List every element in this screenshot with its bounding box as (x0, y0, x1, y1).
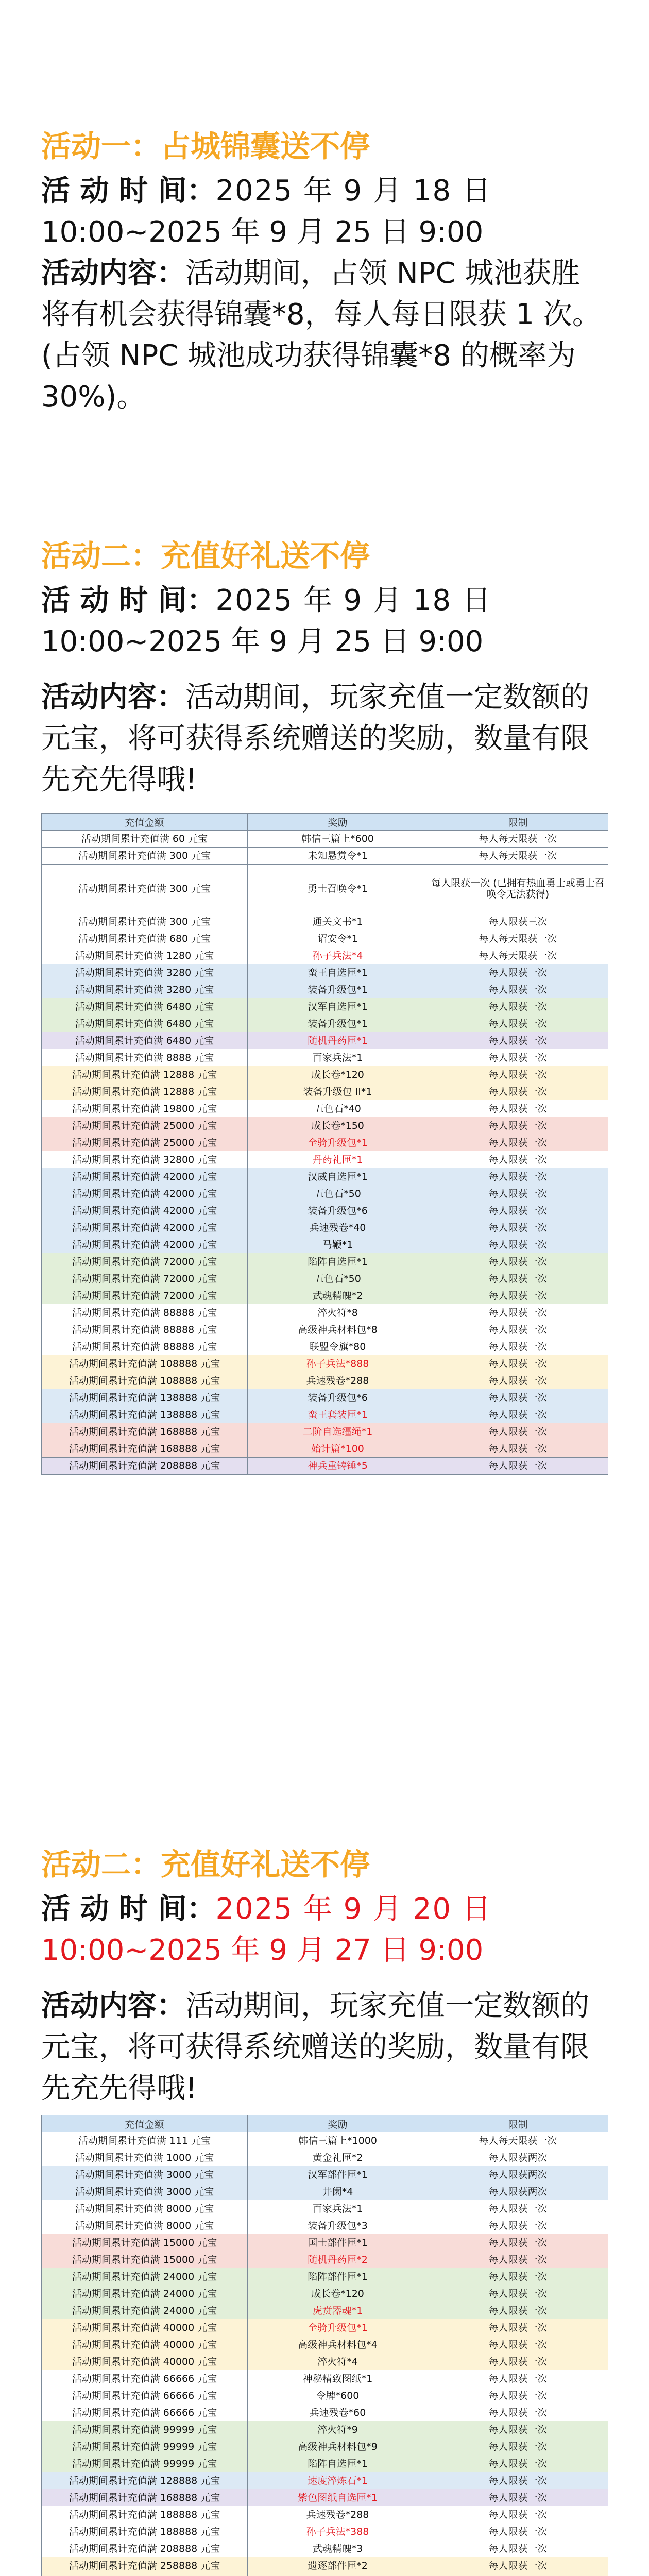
limit-cell: 每人限获一次 (428, 1406, 608, 1423)
limit-cell: 每人限获一次 (428, 2319, 608, 2336)
reward-cell: 陷阵自选匣*1 (248, 1253, 428, 1270)
amount-cell: 活动期间累计充值满 66666 元宝 (42, 2387, 248, 2404)
limit-cell: 每人限获一次 (428, 2506, 608, 2523)
limit-cell: 每人限获一次 (428, 1117, 608, 1134)
table-row (42, 2132, 608, 2149)
limit-cell: 每人限获一次 (428, 998, 608, 1015)
table-row (42, 930, 608, 947)
table-header-row (42, 814, 608, 831)
activity-2 (41, 536, 608, 801)
amount-cell: 活动期间累计充值满 138888 元宝 (42, 1389, 248, 1406)
activity-3-time (41, 1889, 608, 1971)
table-row (42, 2455, 608, 2472)
activity-2-content-label: 活动内容： (41, 681, 185, 714)
limit-cell: 每人限获一次 (428, 2370, 608, 2387)
limit-cell: 每人限获一次 (428, 1338, 608, 1355)
limit-cell: 每人限获一次 (428, 2472, 608, 2489)
table-row (42, 998, 608, 1015)
table-row (42, 2302, 608, 2319)
limit-cell: 每人限获一次 (428, 2557, 608, 2574)
table-row (42, 2472, 608, 2489)
amount-cell: 活动期间累计充值满 300 元宝 (42, 865, 248, 913)
limit-cell: 每人限获一次 (428, 1389, 608, 1406)
table-row (42, 2285, 608, 2302)
reward-cell: 令牌*600 (248, 2387, 428, 2404)
reward-cell: 装备升级包*1 (248, 1015, 428, 1032)
limit-cell: 每人限获一次 (428, 1049, 608, 1066)
table-row (42, 1100, 608, 1117)
activity-2-content (41, 677, 608, 801)
table-row (42, 2557, 608, 2574)
table-row (42, 1423, 608, 1440)
reward-cell: 高级神兵材料包*9 (248, 2438, 428, 2455)
limit-cell: 每人限获一次 (428, 1355, 608, 1372)
table-row (42, 2506, 608, 2523)
table-row (42, 865, 608, 913)
limit-cell: 每人限获一次 (428, 2438, 608, 2455)
table-row (42, 1321, 608, 1338)
amount-cell: 活动期间累计充值满 32800 元宝 (42, 1151, 248, 1168)
table-row (42, 1458, 608, 1475)
limit-cell: 每人限获一次 (428, 1015, 608, 1032)
amount-cell: 活动期间累计充值满 138888 元宝 (42, 1406, 248, 1423)
reward-cell: 随机丹药匣*1 (248, 1032, 428, 1049)
limit-cell: 每人限获一次 (428, 1423, 608, 1440)
amount-cell: 活动期间累计充值满 40000 元宝 (42, 2353, 248, 2370)
amount-cell: 活动期间累计充值满 3280 元宝 (42, 964, 248, 981)
amount-cell: 活动期间累计充值满 188888 元宝 (42, 2506, 248, 2523)
activity-2-content-text: 活动期间，玩家充值一定数额的元宝，将可获得系统赠送的奖励，数量有限先充先得哦! (41, 681, 589, 796)
amount-cell: 活动期间累计充值满 25000 元宝 (42, 1134, 248, 1151)
reward-cell: 诏安令*1 (248, 930, 428, 947)
table-row (42, 947, 608, 964)
amount-cell: 活动期间累计充值满 15000 元宝 (42, 2251, 248, 2268)
amount-cell (42, 2574, 248, 2576)
limit-cell: 每人每天限获一次 (428, 848, 608, 865)
header-limit: 限制 (428, 814, 608, 831)
limit-cell: 每人限获一次 (428, 2285, 608, 2302)
reward-cell: 全骑升级包*1 (248, 2319, 428, 2336)
amount-cell: 活动期间累计充值满 24000 元宝 (42, 2285, 248, 2302)
reward-cell: 孙子兵法*388 (248, 2523, 428, 2540)
header-reward: 奖励 (248, 814, 428, 831)
limit-cell: 每人限获一次 (428, 2200, 608, 2217)
reward-cell: 兵速残卷*40 (248, 1219, 428, 1236)
limit-cell: 每人限获一次 (428, 1151, 608, 1168)
activity-3 (41, 1844, 608, 2109)
reward-cell: 兵速残卷*288 (248, 1372, 428, 1389)
header-amount: 充值金额 (42, 814, 248, 831)
table-row (42, 831, 608, 848)
amount-cell: 活动期间累计充值满 99999 元宝 (42, 2455, 248, 2472)
reward-table-1 (41, 813, 608, 1475)
table-row (42, 1389, 608, 1406)
table-row (42, 2319, 608, 2336)
limit-cell: 每人限获两次 (428, 2149, 608, 2166)
table-row (42, 1287, 608, 1304)
table-row (42, 2268, 608, 2285)
activity-2-time-label: 活 动 时 间： (41, 584, 216, 617)
reward-table-2-body (42, 2132, 608, 2576)
reward-cell: 五色石*50 (248, 1185, 428, 1202)
limit-cell: 每人限获一次 (428, 1168, 608, 1185)
limit-cell: 每人每天限获一次 (428, 930, 608, 947)
amount-cell: 活动期间累计充值满 42000 元宝 (42, 1236, 248, 1253)
activity-1-content-label: 活动内容： (41, 257, 185, 290)
limit-cell: 每人限获一次 (428, 1253, 608, 1270)
amount-cell: 活动期间累计充值满 8000 元宝 (42, 2217, 248, 2234)
limit-cell: 每人限获一次 (428, 1100, 608, 1117)
limit-cell: 每人限获一次 (428, 2268, 608, 2285)
table-row (42, 1117, 608, 1134)
limit-cell: 每人限获一次 (428, 2234, 608, 2251)
table-row (42, 964, 608, 981)
limit-cell: 每人限获一次 (428, 2404, 608, 2421)
limit-cell: 每人每天限获一次 (428, 947, 608, 964)
table-row (42, 1219, 608, 1236)
reward-cell: 全骑升级包*1 (248, 1134, 428, 1151)
activity-2-time-line1: 2025 年 9 月 18 日 (215, 584, 492, 617)
activity-3-content-label: 活动内容： (41, 1989, 185, 2023)
reward-cell: 高级神兵材料包*8 (248, 1321, 428, 1338)
amount-cell: 活动期间累计充值满 3000 元宝 (42, 2166, 248, 2183)
amount-cell: 活动期间累计充值满 19800 元宝 (42, 1100, 248, 1117)
activity-1 (41, 126, 608, 418)
amount-cell: 活动期间累计充值满 108888 元宝 (42, 1355, 248, 1372)
table-row (42, 1253, 608, 1270)
amount-cell: 活动期间累计充值满 208888 元宝 (42, 1458, 248, 1475)
amount-cell: 活动期间累计充值满 72000 元宝 (42, 1287, 248, 1304)
activity-3-title: 活动二：充值好礼送不停 (41, 1847, 370, 1882)
reward-cell: 联盟令旗*80 (248, 1338, 428, 1355)
limit-cell: 每人限获一次 (428, 1202, 608, 1219)
limit-cell: 每人限获一次 (428, 2540, 608, 2557)
limit-cell: 每人限获一次 (428, 2251, 608, 2268)
amount-cell: 活动期间累计充值满 8000 元宝 (42, 2200, 248, 2217)
limit-cell: 每人限获一次 (428, 1304, 608, 1321)
amount-cell: 活动期间累计充值满 6480 元宝 (42, 1015, 248, 1032)
table-row (42, 2421, 608, 2438)
amount-cell: 活动期间累计充值满 3000 元宝 (42, 2183, 248, 2200)
table-row (42, 1406, 608, 1423)
limit-cell: 每人限获一次 (428, 2455, 608, 2472)
table-row (42, 848, 608, 865)
activity-2-time-line2: 10:00~2025 年 9 月 25 日 9:00 (41, 625, 484, 658)
reward-cell: 孙子兵法*888 (248, 1355, 428, 1372)
amount-cell: 活动期间累计充值满 208888 元宝 (42, 2540, 248, 2557)
amount-cell: 活动期间累计充值满 128888 元宝 (42, 2472, 248, 2489)
reward-cell: 速度淬炼石*1 (248, 2472, 428, 2489)
reward-cell: 黄金礼匣*2 (248, 2149, 428, 2166)
reward-cell: 淬火符*8 (248, 1304, 428, 1321)
reward-cell: 装备升级包*6 (248, 1389, 428, 1406)
reward-cell: 高级神兵材料包*4 (248, 2336, 428, 2353)
limit-cell: 每人限获一次 (428, 1236, 608, 1253)
limit-cell: 每人限获一次 (428, 2421, 608, 2438)
reward-cell: 装备升级包 II*1 (248, 1083, 428, 1100)
activity-2-time (41, 580, 608, 663)
table-row (42, 2336, 608, 2353)
table-row (42, 1440, 608, 1458)
table-row (42, 1338, 608, 1355)
reward-cell: 成长卷*120 (248, 1066, 428, 1083)
reward-cell: 勇士召唤令*1 (248, 865, 428, 913)
limit-cell: 每人限获一次 (428, 1440, 608, 1458)
limit-cell: 每人限获一次 (428, 2387, 608, 2404)
amount-cell: 活动期间累计充值满 40000 元宝 (42, 2336, 248, 2353)
amount-cell: 活动期间累计充值满 42000 元宝 (42, 1219, 248, 1236)
amount-cell: 活动期间累计充值满 300 元宝 (42, 913, 248, 930)
reward-cell: 丹药礼匣*1 (248, 1151, 428, 1168)
limit-cell: 每人限获一次 (428, 2523, 608, 2540)
reward-cell: 兵速残卷*288 (248, 2506, 428, 2523)
amount-cell: 活动期间累计充值满 42000 元宝 (42, 1185, 248, 1202)
activity-1-title: 活动一：占城锦囊送不停 (41, 129, 370, 164)
amount-cell: 活动期间累计充值满 24000 元宝 (42, 2268, 248, 2285)
reward-cell: 兵速残卷*60 (248, 2404, 428, 2421)
amount-cell: 活动期间累计充值满 8888 元宝 (42, 1049, 248, 1066)
limit-cell: 每人限获一次 (428, 1066, 608, 1083)
amount-cell: 活动期间累计充值满 12888 元宝 (42, 1083, 248, 1100)
amount-cell: 活动期间累计充值满 40000 元宝 (42, 2319, 248, 2336)
limit-cell: 每人限获一次 (428, 1458, 608, 1475)
amount-cell: 活动期间累计充值满 12888 元宝 (42, 1066, 248, 1083)
activity-1-content (41, 253, 608, 418)
reward-cell: 淬火符*4 (248, 2353, 428, 2370)
reward-cell: 武魂精魄*2 (248, 1287, 428, 1304)
amount-cell: 活动期间累计充值满 60 元宝 (42, 831, 248, 848)
amount-cell: 活动期间累计充值满 108888 元宝 (42, 1372, 248, 1389)
amount-cell: 活动期间累计充值满 680 元宝 (42, 930, 248, 947)
activity-3-content (41, 1986, 608, 2109)
amount-cell: 活动期间累计充值满 15000 元宝 (42, 2234, 248, 2251)
activity-2-title: 活动二：充值好礼送不停 (41, 538, 370, 573)
table-row (42, 1372, 608, 1389)
header-limit: 限制 (428, 2115, 608, 2132)
activity-1-time (41, 171, 608, 253)
limit-cell: 每人限获两次 (428, 2166, 608, 2183)
amount-cell: 活动期间累计充值满 88888 元宝 (42, 1304, 248, 1321)
amount-cell: 活动期间累计充值满 168888 元宝 (42, 2489, 248, 2506)
activity-3-content-text: 活动期间，玩家充值一定数额的元宝，将可获得系统赠送的奖励，数量有限先充先得哦! (41, 1989, 589, 2105)
table-row (42, 913, 608, 930)
limit-cell: 每人限获一次 (428, 1185, 608, 1202)
limit-cell: 每人限获一次 (428, 1270, 608, 1287)
limit-cell: 每人限获一次 (已拥有热血勇士或勇士召唤令无法获得) (428, 865, 608, 913)
limit-cell: 每人限获一次 (428, 2353, 608, 2370)
table-row (42, 2404, 608, 2421)
reward-cell: 随机丹药匣*2 (248, 2251, 428, 2268)
amount-cell: 活动期间累计充值满 1280 元宝 (42, 947, 248, 964)
amount-cell: 活动期间累计充值满 72000 元宝 (42, 1270, 248, 1287)
amount-cell: 活动期间累计充值满 66666 元宝 (42, 2370, 248, 2387)
table-row (42, 981, 608, 998)
activity-3-time-label: 活 动 时 间： (41, 1892, 216, 1926)
amount-cell: 活动期间累计充值满 258888 元宝 (42, 2557, 248, 2574)
table-row (42, 2166, 608, 2183)
limit-cell: 每人每天限获一次 (428, 831, 608, 848)
limit-cell: 每人限获一次 (428, 1032, 608, 1049)
reward-cell: 蛮王套装匣*1 (248, 1406, 428, 1423)
reward-cell: 遗逐部件匣*2 (248, 2557, 428, 2574)
table-row (42, 1202, 608, 1219)
amount-cell: 活动期间累计充值满 88888 元宝 (42, 1338, 248, 1355)
reward-table-2 (41, 2115, 608, 2576)
table-row (42, 2183, 608, 2200)
reward-cell: 淬火符*9 (248, 2421, 428, 2438)
amount-cell: 活动期间累计充值满 88888 元宝 (42, 1321, 248, 1338)
table-row (42, 2217, 608, 2234)
table-row (42, 2149, 608, 2166)
reward-cell: 井阑*4 (248, 2183, 428, 2200)
table-row (42, 2353, 608, 2370)
table-row (42, 1015, 608, 1032)
reward-cell: 武魂精魄*3 (248, 2540, 428, 2557)
amount-cell: 活动期间累计充值满 99999 元宝 (42, 2421, 248, 2438)
reward-cell: 二阶自选缰绳*1 (248, 1423, 428, 1440)
table-row (42, 2200, 608, 2217)
limit-cell: 每人限获一次 (428, 1083, 608, 1100)
limit-cell: 每人限获一次 (428, 1321, 608, 1338)
header-amount: 充值金额 (42, 2115, 248, 2132)
limit-cell: 每人限获一次 (428, 1372, 608, 1389)
table-row (42, 1185, 608, 1202)
table-row (42, 1134, 608, 1151)
reward-cell: 装备升级包*6 (248, 1202, 428, 1219)
amount-cell: 活动期间累计充值满 300 元宝 (42, 848, 248, 865)
reward-cell: 陷阵自选匣*1 (248, 2455, 428, 2472)
reward-cell: 成长卷*120 (248, 2285, 428, 2302)
table-row (42, 2574, 608, 2576)
reward-cell: 五色石*50 (248, 1270, 428, 1287)
amount-cell: 活动期间累计充值满 24000 元宝 (42, 2302, 248, 2319)
reward-cell: 成长卷*150 (248, 1117, 428, 1134)
limit-cell: 每人限获两次 (428, 2183, 608, 2200)
amount-cell: 活动期间累计充值满 6480 元宝 (42, 1032, 248, 1049)
reward-cell: 汉军部件匣*1 (248, 2166, 428, 2183)
table-row (42, 1151, 608, 1168)
table-row (42, 1270, 608, 1287)
reward-cell: 马鞭*1 (248, 1236, 428, 1253)
table-row (42, 2251, 608, 2268)
amount-cell: 活动期间累计充值满 42000 元宝 (42, 1202, 248, 1219)
reward-cell: 蛮王自选匣*1 (248, 964, 428, 981)
amount-cell: 活动期间累计充值满 25000 元宝 (42, 1117, 248, 1134)
activity-1-time-line2: 10:00~2025 年 9 月 25 日 9:00 (41, 215, 484, 249)
table-row (42, 2370, 608, 2387)
reward-cell: 韩信三篇上*600 (248, 831, 428, 848)
limit-cell: 每人限获一次 (428, 2217, 608, 2234)
table-row (42, 1066, 608, 1083)
limit-cell: 每人限获一次 (428, 1287, 608, 1304)
table-row (42, 2540, 608, 2557)
header-reward: 奖励 (248, 2115, 428, 2132)
activity-3-time-line1: 2025 年 9 月 20 日 (215, 1892, 492, 1926)
reward-cell: 百家兵法*1 (248, 1049, 428, 1066)
activity-1-time-line1: 2025 年 9 月 18 日 (215, 174, 492, 208)
table-row (42, 1304, 608, 1321)
limit-cell: 每人限获一次 (428, 2489, 608, 2506)
table-row (42, 1083, 608, 1100)
table-row (42, 1049, 608, 1066)
limit-cell: 每人每天限获一次 (428, 2132, 608, 2149)
reward-cell: 通关文书*1 (248, 913, 428, 930)
table-row (42, 1168, 608, 1185)
reward-cell: 陷阵部件匣*1 (248, 2268, 428, 2285)
limit-cell: 每人限获一次 (428, 981, 608, 998)
reward-cell: 始计篇*100 (248, 1440, 428, 1458)
reward-cell: 虎贲器魂*1 (248, 2302, 428, 2319)
reward-cell (248, 2574, 428, 2576)
reward-cell: 百家兵法*1 (248, 2200, 428, 2217)
amount-cell: 活动期间累计充值满 111 元宝 (42, 2132, 248, 2149)
table-row (42, 2523, 608, 2540)
amount-cell: 活动期间累计充值满 66666 元宝 (42, 2404, 248, 2421)
reward-cell: 神兵重铸锤*5 (248, 1458, 428, 1475)
reward-cell: 孙子兵法*4 (248, 947, 428, 964)
reward-cell: 汉威自选匣*1 (248, 1168, 428, 1185)
limit-cell: 每人限获一次 (428, 964, 608, 981)
activity-1-content-text: 活动期间，占领 NPC 城池获胜将有机会获得锦囊*8，每人每日限获 1 次。(占领 NPC 城池成功获得锦囊*8 的概率为 30%)。 (41, 257, 601, 414)
limit-cell: 每人限获一次 (428, 2302, 608, 2319)
limit-cell: 每人限获一次 (428, 1219, 608, 1236)
reward-cell: 装备升级包*3 (248, 2217, 428, 2234)
reward-cell: 神秘精致图纸*1 (248, 2370, 428, 2387)
limit-cell: 每人限获一次 (428, 2336, 608, 2353)
amount-cell: 活动期间累计充值满 42000 元宝 (42, 1168, 248, 1185)
amount-cell: 活动期间累计充值满 99999 元宝 (42, 2438, 248, 2455)
table-row (42, 2234, 608, 2251)
reward-table-1-body (42, 831, 608, 1475)
activity-1-time-label: 活 动 时 间： (41, 174, 216, 208)
reward-cell: 汉军自选匣*1 (248, 998, 428, 1015)
activity-3-time-line2: 10:00~2025 年 9 月 27 日 9:00 (41, 1934, 484, 1967)
amount-cell: 活动期间累计充值满 3280 元宝 (42, 981, 248, 998)
reward-cell: 五色石*40 (248, 1100, 428, 1117)
amount-cell: 活动期间累计充值满 168888 元宝 (42, 1440, 248, 1458)
limit-cell: 每人限获三次 (428, 913, 608, 930)
amount-cell: 活动期间累计充值满 6480 元宝 (42, 998, 248, 1015)
amount-cell: 活动期间累计充值满 168888 元宝 (42, 1423, 248, 1440)
amount-cell: 活动期间累计充值满 1000 元宝 (42, 2149, 248, 2166)
reward-cell: 紫色图纸自选匣*1 (248, 2489, 428, 2506)
amount-cell: 活动期间累计充值满 188888 元宝 (42, 2523, 248, 2540)
amount-cell: 活动期间累计充值满 72000 元宝 (42, 1253, 248, 1270)
reward-cell: 韩信三篇上*1000 (248, 2132, 428, 2149)
reward-cell: 未知悬赏令*1 (248, 848, 428, 865)
limit-cell: 每人限获一次 (428, 1134, 608, 1151)
table-row (42, 1032, 608, 1049)
table-row (42, 2489, 608, 2506)
reward-cell: 装备升级包*1 (248, 981, 428, 998)
reward-cell: 国士部件匣*1 (248, 2234, 428, 2251)
limit-cell (428, 2574, 608, 2576)
table-row (42, 1236, 608, 1253)
table-row (42, 1355, 608, 1372)
table-row (42, 2387, 608, 2404)
table-row (42, 2438, 608, 2455)
table-header-row (42, 2115, 608, 2132)
